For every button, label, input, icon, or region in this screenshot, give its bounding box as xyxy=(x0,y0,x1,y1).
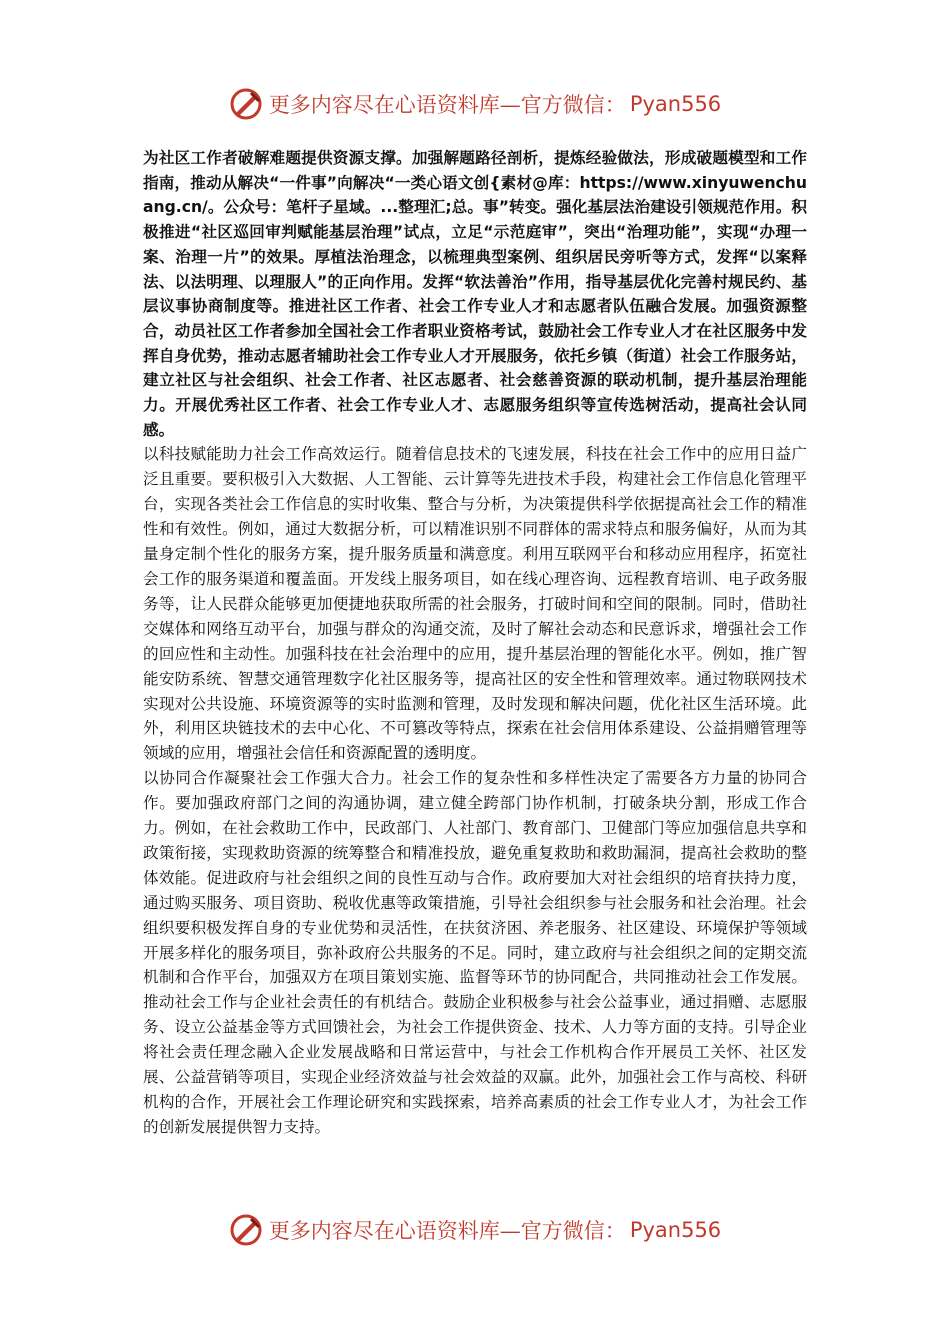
header-brand-handle: Pyan556 xyxy=(629,92,722,116)
footer-brand-handle: Pyan556 xyxy=(629,1218,722,1242)
pen-circle-logo-icon xyxy=(229,87,263,121)
pen-circle-logo-icon xyxy=(229,1213,263,1247)
footer-watermark xyxy=(0,1210,950,1250)
paragraph-2: 以科技赋能助力社会工作高效运行。随着信息技术的飞速发展，科技在社会工作中的应用日益广泛且重要。要积极引入大数据、人工智能、云计算等先进技术手段，构建社会工作信息化管理平台，实现各类社会工作信息的实时收集、整合与分析，为决策提供科学依据提高社会工作的精准性和有效性。例如，通过大数据分析，可以精准识别不同群体的需求特点和服务偏好，从而为其量身定制个性化的服务方案，提升服务质量和满意度。利用互联网平台和移动应用程序，拓宽社会工作的服务渠道和覆盖面。开发线上服务项目，如在线心理咨询、远程教育培训、电子政务服务等，让人民群众能够更加便捷地获取所需的社会服务，打破时间和空间的限制。同时，借助社交媒体和网络互动平台，加强与群众的沟通交流，及时了解社会动态和民意诉求，增强社会工作的回应性和主动性。加强科技在社会治理中的应用，提升基层治理的智能化水平。例如，推广智能安防系统、智慧交通管理数字化社区服务等，提高社区的安全性和管理效率。通过物联网技术实现对公共设施、环境资源等的实时监测和管理，及时发现和解决问题，优化社区生活环境。此外，利用区块链技术的去中心化、不可篡改等特点，探索在社会信用体系建设、公益捐赠管理等领域的应用，增强社会信任和资源配置的透明度。 xyxy=(143,445,807,763)
paragraph-1: 为社区工作者破解难题提供资源支撑。加强解题路径剖析，提炼经验做法，形成破题模型和工作指南，推动从解决“一件事”向解决“一类心语文创{素材@库：https://www.xinyuwenchuang.cn/。公众号：笔杆子星域。...整理汇;总。事”转变。强化基层法治建设引领规范作用。积极推进“社区巡回审判赋能基层治理”试点，立足“示范庭审”，突出“治理功能”，实现“办理一案、治理一片”的效果。厚植法治理念，以梳理典型案例、组织居民旁听等方式，发挥“以案释法、以法明理、以理服人”的正向作用。发挥“软法善治”作用，指导基层优化完善村规民约、基层议事协商制度等。推进社区工作者、社会工作专业人才和志愿者队伍融合发展。加强资源整合，动员社区工作者参加全国社会工作者职业资格考试，鼓励社会工作专业人才在社区服务中发挥自身优势，推动志愿者辅助社会工作专业人才开展服务，依托乡镇（街道）社会工作服务站，建立社区与社会组织、社会工作者、社区志愿者、社会慈善资源的联动机制，提升基层治理能力。开展优秀社区工作者、社会工作专业人才、志愿服务组织等宣传选树活动，提高社会认同感。 xyxy=(143,149,807,439)
footer-brand-text: 更多内容尽在心语资料库—官方微信： xyxy=(268,1219,626,1243)
paragraph-3: 以协同合作凝聚社会工作强大合力。社会工作的复杂性和多样性决定了需要各方力量的协同合作。要加强政府部门之间的沟通协调，建立健全跨部门协作机制，打破条块分割，形成工作合力。例如，在社会救助工作中，民政部门、人社部门、教育部门、卫健部门等应加强信息共享和政策衔接，实现救助资源的统筹整合和精准投放，避免重复救助和救助漏洞，提高社会救助的整体效能。促进政府与社会组织之间的良性互动与合作。政府要加大对社会组织的培育扶持力度，通过购买服务、项目资助、税收优惠等政策措施，引导社会组织参与社会服务和社会治理。社会组织要积极发挥自身的专业优势和灵活性，在扶贫济困、养老服务、社区建设、环境保护等领域开展多样化的服务项目，弥补政府公共服务的不足。同时，建立政府与社会组织之间的定期交流机制和合作平台，加强双方在项目策划实施、监督等环节的协同配合，共同推动社会工作发展。推动社会工作与企业社会责任的有机结合。鼓励企业积极参与社会公益事业，通过捐赠、志愿服务、设立公益基金等方式回馈社会，为社会工作提供资金、技术、人力等方面的支持。引导企业将社会责任理念融入企业发展战略和日常运营中，与社会工作机构合作开展员工关怀、社区发展、公益营销等项目，实现企业经济效益与社会效益的双赢。此外，加强社会工作与高校、科研机构的合作，开展社会工作理论研究和实践探索，培养高素质的社会工作专业人才，为社会工作的创新发展提供智力支持。 xyxy=(143,769,807,1136)
header-brand-text: 更多内容尽在心语资料库—官方微信： xyxy=(268,93,626,117)
header-watermark xyxy=(0,84,950,124)
document-body xyxy=(143,146,807,1140)
